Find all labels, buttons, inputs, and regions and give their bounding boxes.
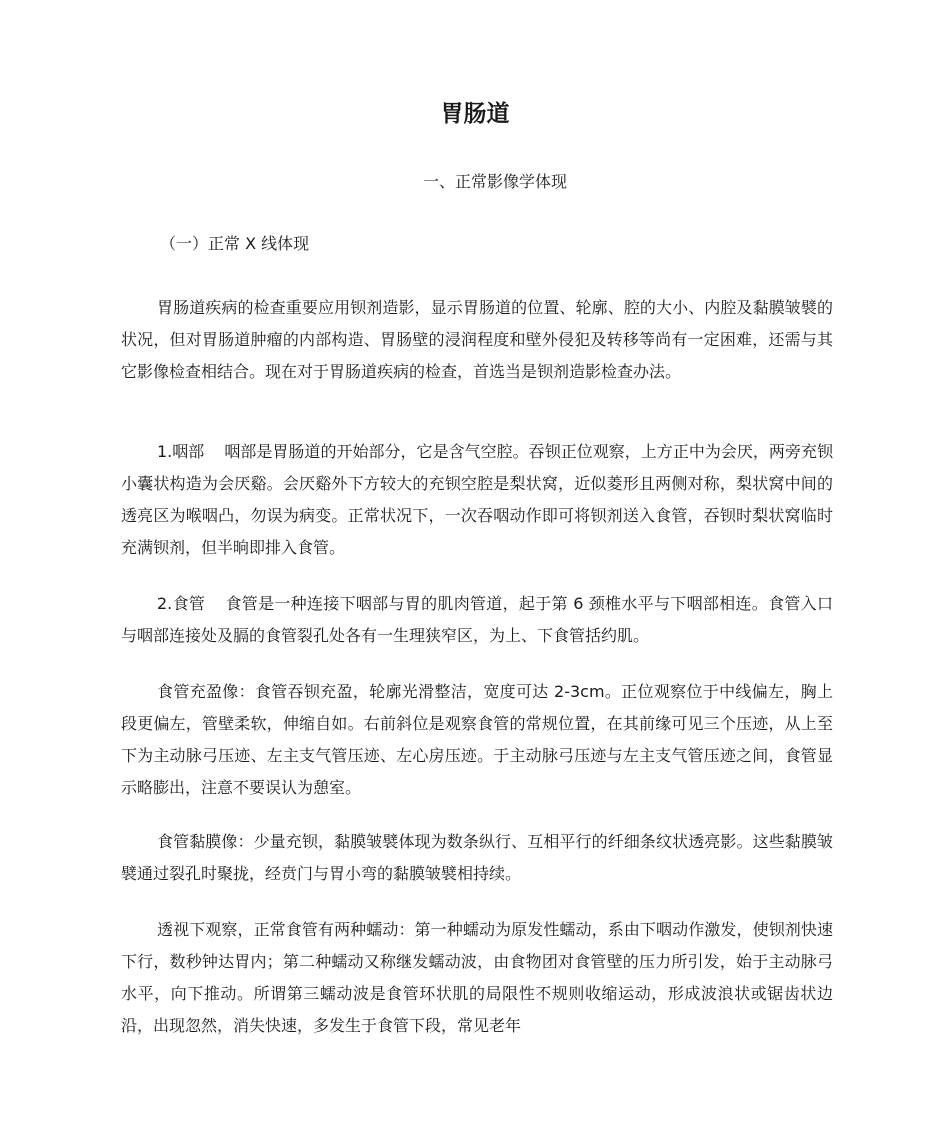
paragraph-text: 食管黏膜像：少量充钡，黏膜皱襞体现为数条纵行、互相平行的纤细条纹状透亮影。这些黏膜皱襞通过裂孔时聚拢，经贲门与胃小弯的黏膜皱襞相持续。	[121, 832, 833, 883]
paragraph-label: 2.食管	[157, 594, 206, 613]
paragraph-text: 咽部是胃肠道的开始部分，它是含气空腔。吞钡正位观察，上方正中为会厌，两旁充钡小囊状构造为会厌谿。会厌谿外下方较大的充钡空腔是梨状窝，近似菱形且两侧对称，梨状窝中间的透亮区为喉咽凸，勿误为病变。正常状况下，一次吞咽动作即可将钡剂送入食管，吞钡时梨状窝临时充满钡剂，但半晌即排入食管。	[121, 442, 833, 557]
paragraph-esophagus	[121, 588, 833, 652]
paragraph-filling-image	[121, 676, 833, 804]
paragraph-intro	[121, 292, 833, 388]
paragraph-mucosa-image	[121, 826, 833, 890]
paragraph-peristalsis	[121, 914, 833, 1042]
paragraph-text: 食管是一种连接下咽部与胃的肌肉管道，起于第 6 颈椎水平与下咽部相连。食管入口与咽部连接处及膈的食管裂孔处各有一生理狭窄区，为上、下食管括约肌。	[121, 594, 833, 645]
paragraph-text: 透视下观察，正常食管有两种蠕动：第一种蠕动为原发性蠕动，系由下咽动作激发，使钡剂快速下行，数秒钟达胃内；第二种蠕动又称继发蠕动波，由食物团对食管壁的压力所引发，始于主动脉弓水平，向下推动。所谓第三蠕动波是食管环状肌的局限性不规则收缩运动，形成波浪状或锯齿状边沿，出现忽然，消失快速，多发生于食管下段，常见老年	[121, 920, 833, 1035]
paragraph-label: 1.咽部	[157, 442, 205, 461]
document-title: 胃肠道	[440, 101, 510, 127]
paragraph-text: 食管充盈像：食管吞钡充盈，轮廓光滑整洁，宽度可达 2-3cm。正位观察位于中线偏左，胸上段更偏左，管壁柔软，伸缩自如。右前斜位是观察食管的常规位置，在其前缘可见三个压迹，从上至下为主动脉弓压迹、左主支气管压迹、左心房压迹。于主动脉弓压迹与左主支气管压迹之间，食管显示略膨出，注意不要误认为憩室。	[121, 682, 833, 797]
section-heading: 一、正常影像学体现	[422, 172, 567, 191]
paragraph-text: 胃肠道疾病的检查重要应用钡剂造影，显示胃肠道的位置、轮廓、腔的大小、内腔及黏膜皱襞的状况，但对胃肠道肿瘤的内部构造、胃肠壁的浸润程度和壁外侵犯及转移等尚有一定困难，还需与其它影像检查相结合。现在对于胃肠道疾病的检查，首选当是钡剂造影检查办法。	[121, 298, 833, 381]
subsection-heading: （一）正常 X 线体现	[160, 234, 310, 253]
paragraph-pharynx	[121, 436, 833, 564]
